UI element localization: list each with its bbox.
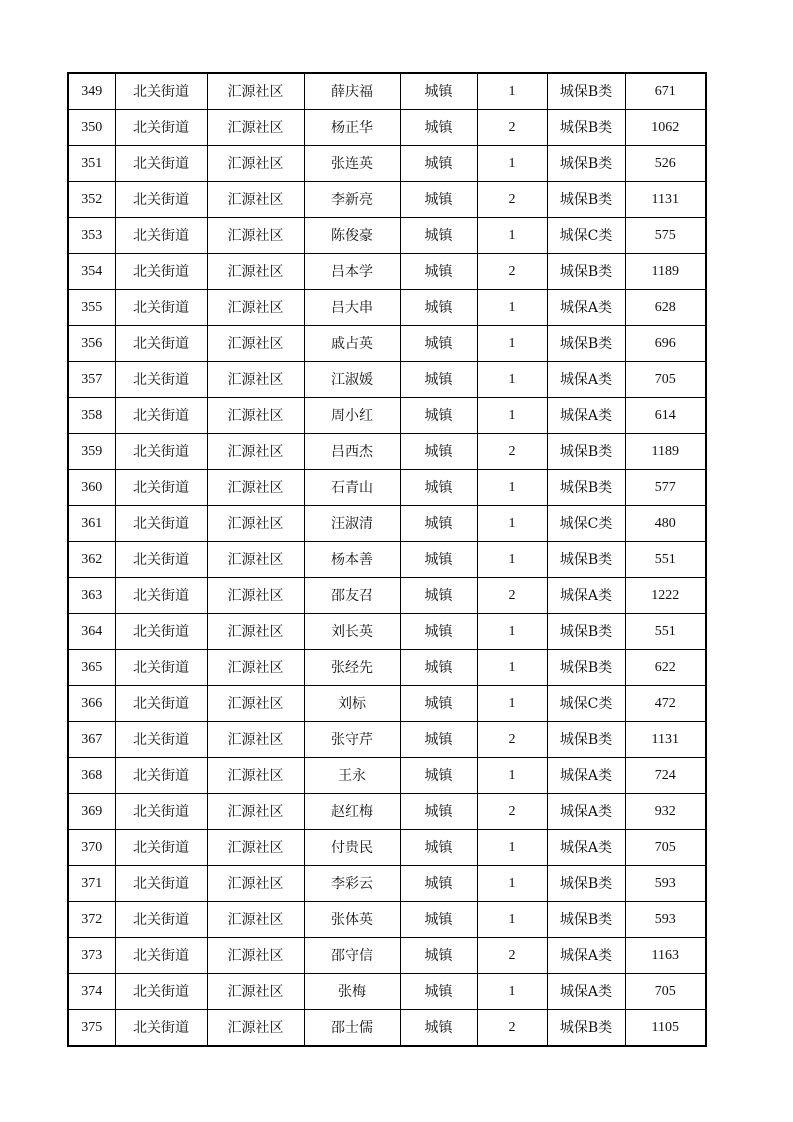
amount-cell: 1189 [625, 254, 706, 290]
subdistrict-cell: 北关街道 [115, 290, 207, 326]
amount-cell: 480 [625, 506, 706, 542]
serial-number-cell: 375 [68, 1010, 115, 1047]
household-type-cell: 城镇 [400, 1010, 477, 1047]
subdistrict-cell: 北关街道 [115, 73, 207, 110]
name-cell: 吕本学 [304, 254, 400, 290]
household-size-cell: 1 [477, 146, 547, 182]
subdistrict-cell: 北关街道 [115, 506, 207, 542]
serial-number-cell: 366 [68, 686, 115, 722]
assistance-category-cell: 城保B类 [547, 1010, 625, 1047]
amount-cell: 705 [625, 830, 706, 866]
subdistrict-cell: 北关街道 [115, 398, 207, 434]
household-size-cell: 2 [477, 110, 547, 146]
table-row [68, 1010, 706, 1047]
amount-cell: 551 [625, 542, 706, 578]
amount-cell: 932 [625, 794, 706, 830]
household-type-cell: 城镇 [400, 470, 477, 506]
name-cell: 邵友召 [304, 578, 400, 614]
subdistrict-cell: 北关街道 [115, 218, 207, 254]
name-cell: 吕西杰 [304, 434, 400, 470]
serial-number-cell: 361 [68, 506, 115, 542]
assistance-category-cell: 城保B类 [547, 866, 625, 902]
subdistrict-cell: 北关街道 [115, 830, 207, 866]
subdistrict-cell: 北关街道 [115, 614, 207, 650]
community-cell: 汇源社区 [207, 686, 304, 722]
amount-cell: 671 [625, 73, 706, 110]
amount-cell: 1105 [625, 1010, 706, 1047]
name-cell: 邵守信 [304, 938, 400, 974]
table-row [68, 866, 706, 902]
community-cell: 汇源社区 [207, 254, 304, 290]
serial-number-cell: 349 [68, 73, 115, 110]
assistance-category-cell: 城保C类 [547, 506, 625, 542]
subdistrict-cell: 北关街道 [115, 362, 207, 398]
amount-cell: 1163 [625, 938, 706, 974]
subdistrict-cell: 北关街道 [115, 1010, 207, 1047]
name-cell: 汪淑清 [304, 506, 400, 542]
household-type-cell: 城镇 [400, 902, 477, 938]
household-size-cell: 1 [477, 830, 547, 866]
name-cell: 邵士儒 [304, 1010, 400, 1047]
household-size-cell: 1 [477, 866, 547, 902]
subdistrict-cell: 北关街道 [115, 470, 207, 506]
assistance-category-cell: 城保A类 [547, 974, 625, 1010]
name-cell: 江淑媛 [304, 362, 400, 398]
household-type-cell: 城镇 [400, 398, 477, 434]
table-row [68, 290, 706, 326]
community-cell: 汇源社区 [207, 362, 304, 398]
serial-number-cell: 369 [68, 794, 115, 830]
table-row [68, 830, 706, 866]
subdistrict-cell: 北关街道 [115, 650, 207, 686]
assistance-category-cell: 城保A类 [547, 362, 625, 398]
community-cell: 汇源社区 [207, 398, 304, 434]
assistance-category-cell: 城保B类 [547, 254, 625, 290]
name-cell: 张守芹 [304, 722, 400, 758]
name-cell: 付贵民 [304, 830, 400, 866]
household-type-cell: 城镇 [400, 974, 477, 1010]
community-cell: 汇源社区 [207, 938, 304, 974]
assistance-category-cell: 城保B类 [547, 542, 625, 578]
name-cell: 李彩云 [304, 866, 400, 902]
assistance-category-cell: 城保A类 [547, 398, 625, 434]
subdistrict-cell: 北关街道 [115, 542, 207, 578]
table-row [68, 434, 706, 470]
subdistrict-cell: 北关街道 [115, 902, 207, 938]
community-cell: 汇源社区 [207, 110, 304, 146]
name-cell: 张体英 [304, 902, 400, 938]
household-size-cell: 1 [477, 614, 547, 650]
household-type-cell: 城镇 [400, 686, 477, 722]
household-size-cell: 1 [477, 470, 547, 506]
subdistrict-cell: 北关街道 [115, 722, 207, 758]
serial-number-cell: 358 [68, 398, 115, 434]
household-size-cell: 1 [477, 542, 547, 578]
household-type-cell: 城镇 [400, 110, 477, 146]
subdistrict-cell: 北关街道 [115, 758, 207, 794]
community-cell: 汇源社区 [207, 650, 304, 686]
serial-number-cell: 357 [68, 362, 115, 398]
table-row [68, 182, 706, 218]
community-cell: 汇源社区 [207, 290, 304, 326]
assistance-category-cell: 城保B类 [547, 614, 625, 650]
amount-cell: 1062 [625, 110, 706, 146]
name-cell: 张连英 [304, 146, 400, 182]
serial-number-cell: 367 [68, 722, 115, 758]
household-size-cell: 1 [477, 686, 547, 722]
community-cell: 汇源社区 [207, 434, 304, 470]
household-type-cell: 城镇 [400, 254, 477, 290]
household-size-cell: 2 [477, 794, 547, 830]
table-row [68, 794, 706, 830]
household-size-cell: 1 [477, 326, 547, 362]
assistance-category-cell: 城保B类 [547, 146, 625, 182]
serial-number-cell: 353 [68, 218, 115, 254]
community-cell: 汇源社区 [207, 146, 304, 182]
amount-cell: 1189 [625, 434, 706, 470]
assistance-category-cell: 城保B类 [547, 110, 625, 146]
serial-number-cell: 368 [68, 758, 115, 794]
household-size-cell: 1 [477, 974, 547, 1010]
household-type-cell: 城镇 [400, 434, 477, 470]
serial-number-cell: 372 [68, 902, 115, 938]
amount-cell: 696 [625, 326, 706, 362]
subdistrict-cell: 北关街道 [115, 794, 207, 830]
household-type-cell: 城镇 [400, 182, 477, 218]
table-row [68, 758, 706, 794]
serial-number-cell: 359 [68, 434, 115, 470]
assistance-category-cell: 城保C类 [547, 218, 625, 254]
household-type-cell: 城镇 [400, 866, 477, 902]
name-cell: 刘标 [304, 686, 400, 722]
subdistrict-cell: 北关街道 [115, 578, 207, 614]
household-type-cell: 城镇 [400, 218, 477, 254]
name-cell: 薛庆福 [304, 73, 400, 110]
assistance-category-cell: 城保B类 [547, 722, 625, 758]
table-row [68, 326, 706, 362]
subdistrict-cell: 北关街道 [115, 686, 207, 722]
table-row [68, 542, 706, 578]
household-size-cell: 2 [477, 434, 547, 470]
name-cell: 赵红梅 [304, 794, 400, 830]
amount-cell: 705 [625, 974, 706, 1010]
community-cell: 汇源社区 [207, 182, 304, 218]
community-cell: 汇源社区 [207, 902, 304, 938]
amount-cell: 593 [625, 866, 706, 902]
assistance-category-cell: 城保A类 [547, 578, 625, 614]
amount-cell: 1222 [625, 578, 706, 614]
subdistrict-cell: 北关街道 [115, 182, 207, 218]
name-cell: 李新亮 [304, 182, 400, 218]
household-size-cell: 1 [477, 650, 547, 686]
assistance-category-cell: 城保B类 [547, 650, 625, 686]
name-cell: 周小红 [304, 398, 400, 434]
community-cell: 汇源社区 [207, 866, 304, 902]
table-row [68, 146, 706, 182]
household-size-cell: 1 [477, 290, 547, 326]
serial-number-cell: 350 [68, 110, 115, 146]
name-cell: 张经先 [304, 650, 400, 686]
subdistrict-cell: 北关街道 [115, 434, 207, 470]
table-row [68, 506, 706, 542]
community-cell: 汇源社区 [207, 506, 304, 542]
household-type-cell: 城镇 [400, 326, 477, 362]
name-cell: 王永 [304, 758, 400, 794]
household-size-cell: 1 [477, 218, 547, 254]
serial-number-cell: 351 [68, 146, 115, 182]
table-row [68, 362, 706, 398]
table-row [68, 614, 706, 650]
subdistrict-cell: 北关街道 [115, 254, 207, 290]
assistance-category-cell: 城保B类 [547, 470, 625, 506]
subdistrict-cell: 北关街道 [115, 974, 207, 1010]
table-row [68, 218, 706, 254]
serial-number-cell: 370 [68, 830, 115, 866]
subdistrict-cell: 北关街道 [115, 146, 207, 182]
community-cell: 汇源社区 [207, 218, 304, 254]
household-type-cell: 城镇 [400, 650, 477, 686]
household-size-cell: 2 [477, 182, 547, 218]
household-size-cell: 1 [477, 758, 547, 794]
name-cell: 杨正华 [304, 110, 400, 146]
assistance-category-cell: 城保B类 [547, 902, 625, 938]
serial-number-cell: 356 [68, 326, 115, 362]
assistance-category-cell: 城保B类 [547, 73, 625, 110]
household-size-cell: 2 [477, 1010, 547, 1047]
community-cell: 汇源社区 [207, 830, 304, 866]
household-size-cell: 1 [477, 362, 547, 398]
amount-cell: 472 [625, 686, 706, 722]
table-row [68, 938, 706, 974]
household-type-cell: 城镇 [400, 722, 477, 758]
household-size-cell: 2 [477, 938, 547, 974]
community-cell: 汇源社区 [207, 578, 304, 614]
household-type-cell: 城镇 [400, 542, 477, 578]
amount-cell: 577 [625, 470, 706, 506]
amount-cell: 1131 [625, 182, 706, 218]
assistance-category-cell: 城保A类 [547, 794, 625, 830]
household-size-cell: 2 [477, 578, 547, 614]
household-type-cell: 城镇 [400, 506, 477, 542]
table-row [68, 398, 706, 434]
community-cell: 汇源社区 [207, 1010, 304, 1047]
community-cell: 汇源社区 [207, 542, 304, 578]
serial-number-cell: 354 [68, 254, 115, 290]
community-cell: 汇源社区 [207, 73, 304, 110]
community-cell: 汇源社区 [207, 470, 304, 506]
household-type-cell: 城镇 [400, 146, 477, 182]
table-row [68, 470, 706, 506]
subdistrict-cell: 北关街道 [115, 110, 207, 146]
household-type-cell: 城镇 [400, 830, 477, 866]
community-cell: 汇源社区 [207, 614, 304, 650]
table-row [68, 254, 706, 290]
assistance-category-cell: 城保B类 [547, 182, 625, 218]
amount-cell: 705 [625, 362, 706, 398]
community-cell: 汇源社区 [207, 794, 304, 830]
amount-cell: 526 [625, 146, 706, 182]
amount-cell: 1131 [625, 722, 706, 758]
amount-cell: 593 [625, 902, 706, 938]
table-row [68, 650, 706, 686]
household-size-cell: 1 [477, 73, 547, 110]
subdistrict-cell: 北关街道 [115, 866, 207, 902]
assistance-category-cell: 城保B类 [547, 326, 625, 362]
table-row [68, 902, 706, 938]
amount-cell: 575 [625, 218, 706, 254]
subdistrict-cell: 北关街道 [115, 326, 207, 362]
household-size-cell: 1 [477, 902, 547, 938]
name-cell: 陈俊豪 [304, 218, 400, 254]
assistance-category-cell: 城保B类 [547, 434, 625, 470]
amount-cell: 724 [625, 758, 706, 794]
household-type-cell: 城镇 [400, 73, 477, 110]
serial-number-cell: 363 [68, 578, 115, 614]
household-type-cell: 城镇 [400, 614, 477, 650]
name-cell: 石青山 [304, 470, 400, 506]
serial-number-cell: 374 [68, 974, 115, 1010]
household-size-cell: 1 [477, 506, 547, 542]
amount-cell: 551 [625, 614, 706, 650]
table-row [68, 722, 706, 758]
assistance-category-cell: 城保A类 [547, 758, 625, 794]
amount-cell: 622 [625, 650, 706, 686]
community-cell: 汇源社区 [207, 974, 304, 1010]
household-type-cell: 城镇 [400, 794, 477, 830]
household-size-cell: 2 [477, 254, 547, 290]
assistance-category-cell: 城保C类 [547, 686, 625, 722]
household-type-cell: 城镇 [400, 758, 477, 794]
household-size-cell: 2 [477, 722, 547, 758]
amount-cell: 614 [625, 398, 706, 434]
community-cell: 汇源社区 [207, 758, 304, 794]
roster-table [67, 72, 707, 1047]
table-row [68, 110, 706, 146]
community-cell: 汇源社区 [207, 326, 304, 362]
serial-number-cell: 373 [68, 938, 115, 974]
serial-number-cell: 352 [68, 182, 115, 218]
household-type-cell: 城镇 [400, 290, 477, 326]
assistance-category-cell: 城保A类 [547, 938, 625, 974]
household-type-cell: 城镇 [400, 938, 477, 974]
household-type-cell: 城镇 [400, 362, 477, 398]
serial-number-cell: 362 [68, 542, 115, 578]
document-page [67, 72, 705, 1047]
assistance-category-cell: 城保A类 [547, 830, 625, 866]
name-cell: 戚占英 [304, 326, 400, 362]
serial-number-cell: 364 [68, 614, 115, 650]
name-cell: 杨本善 [304, 542, 400, 578]
table-row [68, 686, 706, 722]
table-row [68, 73, 706, 110]
name-cell: 刘长英 [304, 614, 400, 650]
serial-number-cell: 355 [68, 290, 115, 326]
household-size-cell: 1 [477, 398, 547, 434]
serial-number-cell: 365 [68, 650, 115, 686]
assistance-category-cell: 城保A类 [547, 290, 625, 326]
serial-number-cell: 371 [68, 866, 115, 902]
roster-table-body [68, 73, 706, 1046]
amount-cell: 628 [625, 290, 706, 326]
name-cell: 张梅 [304, 974, 400, 1010]
household-type-cell: 城镇 [400, 578, 477, 614]
name-cell: 吕大串 [304, 290, 400, 326]
serial-number-cell: 360 [68, 470, 115, 506]
subdistrict-cell: 北关街道 [115, 938, 207, 974]
table-row [68, 578, 706, 614]
community-cell: 汇源社区 [207, 722, 304, 758]
table-row [68, 974, 706, 1010]
